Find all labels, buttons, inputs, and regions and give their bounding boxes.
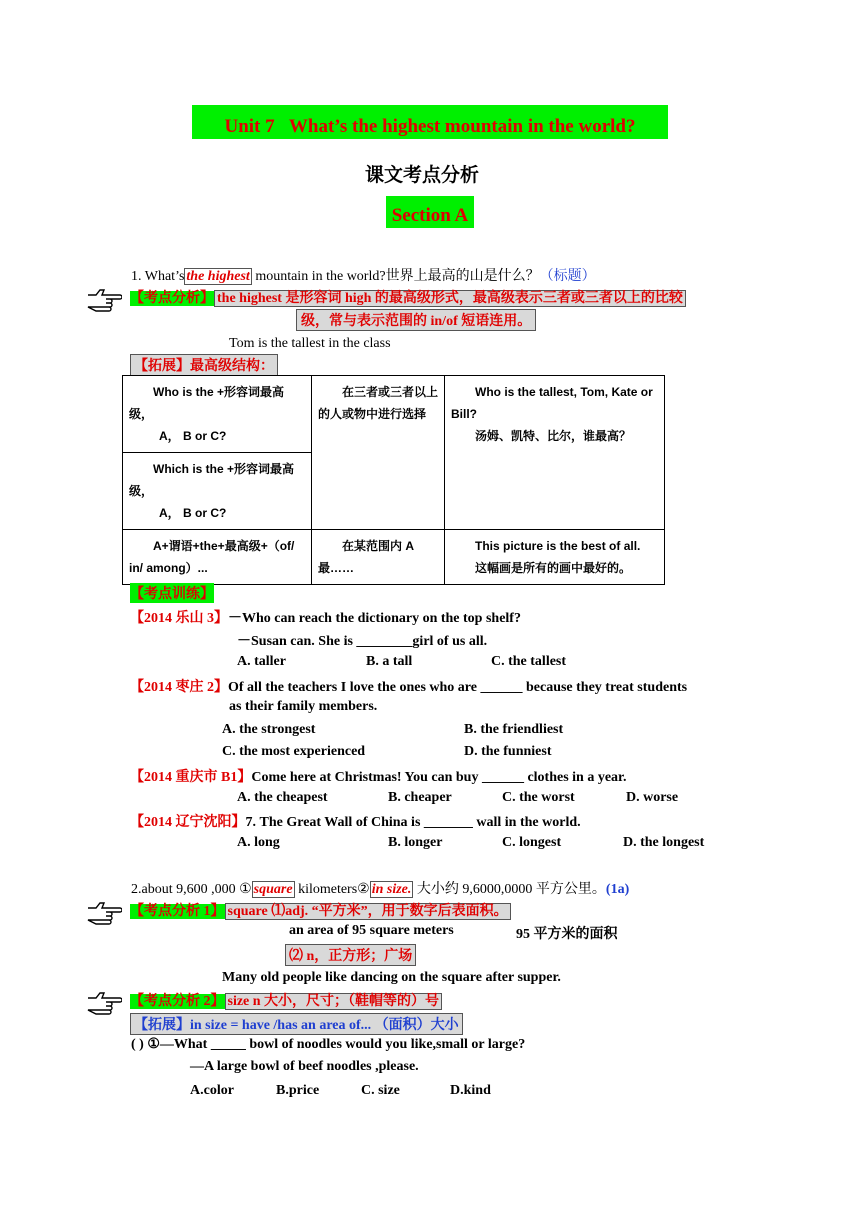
section-title: Section A [386,196,474,228]
table-cell: Which is the +形容词最高级， A， B or C? [123,453,312,530]
practice-label: 【考点训练】 [130,583,214,603]
q1-line2: －Susan can. She is ________girl of us all. [237,634,488,649]
q3-option-c: C. the worst [502,790,575,805]
q2-option-a: A. the strongest [222,722,316,737]
pointing-hand-icon [86,990,122,1016]
q4-option-c: C. longest [502,835,562,850]
item2-extension: 【拓展】in size = have /has an area of... （面积）大小 [130,1013,463,1035]
item2-question-line1: ( ) ①—What _____ bowl of noodles would you like,small or large? [131,1037,526,1052]
item2-tag: (1a) [605,882,630,897]
q2-option-c: C. the most experienced [222,744,366,759]
analysis-text-1: the highest 是形容词 high 的最高级形式，最高级表示三者或三者以上的比较 [214,290,686,307]
item2-option-b: B.price [276,1083,320,1098]
item2-noun-meaning: ⑵ n，正方形；广场 [285,944,416,966]
item2-analysis-2: 【考点分析 2】 size n 大小，尺寸；（鞋帽等的）号 [130,990,442,1010]
table-cell: This picture is the best of all. 这幅画是所有的画中最好的。 [445,530,665,585]
table-cell: 在三者或三者以上的人或物中进行选择 [312,376,445,530]
superlative-table [122,375,665,585]
item2-example-2: Many old people like dancing on the square after supper. [222,970,561,985]
q1-line1: 【2014 乐山 3】－Who can reach the dictionary on the top shelf? [130,611,521,626]
q2-line1: 【2014 枣庄 2】Of all the teachers I love the ones who are ______ because they treat students [130,680,688,695]
item1-tag: （标题） [539,269,596,284]
item1-example: Tom is the tallest in the class [229,336,391,351]
pointing-hand-icon [86,900,122,926]
analysis-text-2: 级，常与表示范围的 in/of 短语连用。 [296,309,536,331]
page-subtitle: 课文考点分析 [365,165,480,186]
item2-example-1: an area of 95 square meters [289,923,454,938]
q2-line2: as their family members. [229,699,378,714]
q4-option-d: D. the longest [623,835,705,850]
item2-highlight-square: square [253,882,293,897]
table-cell: 在某范围内 A 最…… [312,530,445,585]
q3-option-d: D. worse [626,790,679,805]
item2-option-a: A.color [190,1083,234,1098]
item1-analysis [130,287,686,307]
q2-option-b: B. the friendliest [464,722,564,737]
q3-option-a: A. the cheapest [237,790,328,805]
item1-post: mountain in the world?世界上最高的山是什么？ [255,269,540,284]
q3-option-b: B. cheaper [388,790,452,805]
q1-option-c: C. the tallest [491,654,567,669]
item2-option-d: D.kind [450,1083,491,1098]
item1-pre: What’s [144,269,185,284]
item2-highlight-size: in size. [371,882,412,897]
table-cell: Who is the tallest, Tom, Kate or Bill? 汤姆、凯特、比尔，谁最高？ [445,376,665,530]
item1-line [131,265,596,285]
table-cell: A+谓语+the+最高级+（of/ in/ among）... [123,530,312,585]
extension-label: 【拓展】最高级结构： [130,354,278,376]
item2-line: 2.about 9,600 ,000 ① square kilometers② in size. 大小约 9,6000,0000 平方公里。(1a) [131,882,630,897]
item2-option-c: C. size [361,1083,400,1098]
q1-option-a: A. taller [237,654,286,669]
q4-option-a: A. long [237,835,280,850]
item2-analysis-1: 【考点分析 1】 square ⑴adj. “平方米”，用于数字后表面积。 [130,900,511,920]
item2-question-line2: —A large bowl of beef noodles ,please. [190,1059,419,1074]
q1-option-b: B. a tall [366,654,413,669]
table-cell: Who is the +形容词最高级， A， B or C? [123,376,312,453]
item1-num: 1. [131,269,142,284]
unit-title: Unit 7 What’s the highest mountain in the world? [192,105,668,139]
pointing-hand-icon [86,287,122,313]
q4-line1: 【2014 辽宁沈阳】7. The Great Wall of China is _______ wall in the world. [130,815,581,830]
analysis-label: 【考点分析】 [130,291,214,306]
item2-example-1-cn: 95 平方米的面积 [516,927,618,942]
item1-highlight: the highest [186,269,250,284]
q2-option-d: D. the funniest [464,744,552,759]
q3-line1: 【2014 重庆市 B1】Come here at Christmas! You can buy ______ clothes in a year. [130,770,627,785]
q4-option-b: B. longer [388,835,443,850]
